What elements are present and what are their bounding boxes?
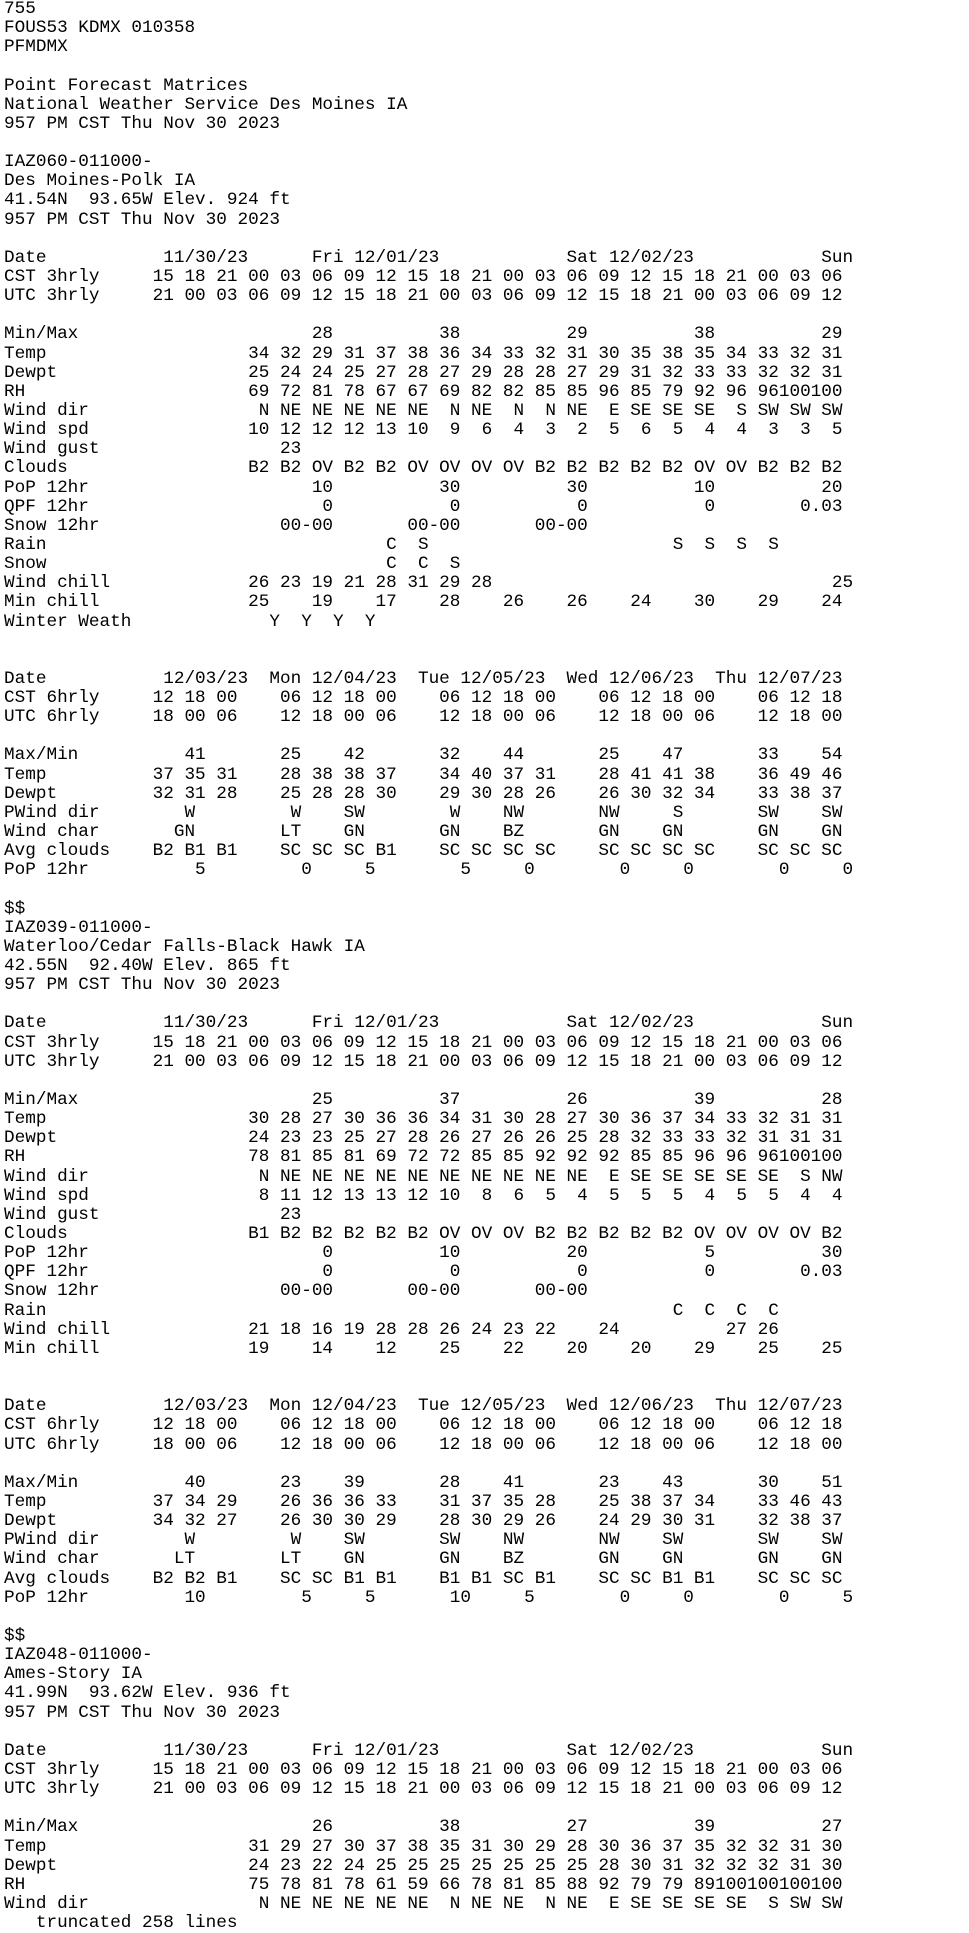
text-line: PoP 12hr 10 5 5 10 5 0 0 0 5 bbox=[4, 1587, 854, 1608]
text-line: Wind dir N NE NE NE NE NE NE NE NE NE NE E SE SE SE SE SE S NW bbox=[4, 1166, 843, 1187]
text-line: Max/Min 41 25 42 32 44 25 47 33 54 bbox=[4, 745, 843, 766]
text-line: 42.55N 92.40W Elev. 865 ft bbox=[4, 956, 291, 977]
text-line bbox=[4, 1799, 969, 1818]
text-line: Avg clouds B2 B1 B1 SC SC SC B1 SC SC SC SC SC SC SC SC SC SC SC bbox=[4, 841, 843, 862]
text-line: 41.99N 93.62W Elev. 936 ft bbox=[4, 1683, 291, 1704]
text-line: Wind char GN LT GN GN BZ GN GN GN GN bbox=[4, 822, 843, 843]
text-line: Clouds B2 B2 OV B2 B2 OV OV OV OV B2 B2 B2 B2 B2 OV OV B2 B2 B2 bbox=[4, 458, 843, 479]
text-line: Temp 30 28 27 30 36 36 34 31 30 28 27 30 36 37 34 33 32 31 31 bbox=[4, 1109, 843, 1130]
text-line bbox=[4, 1359, 969, 1378]
text-line: Temp 31 29 27 30 37 38 35 31 30 29 28 30 36 37 35 32 32 31 30 bbox=[4, 1836, 843, 1857]
text-line: Wind char LT LT GN GN BZ GN GN GN GN bbox=[4, 1549, 843, 1570]
text-line: RH 78 81 85 81 69 72 72 85 85 92 92 92 85 85 96 96 96100100 bbox=[4, 1147, 843, 1168]
text-line: PWind dir W W SW W NW NW S SW SW bbox=[4, 802, 843, 823]
text-line: Min/Max 25 37 26 39 28 bbox=[4, 1090, 843, 1111]
text-line: $$ bbox=[4, 898, 26, 919]
text-line: Winter Weath Y Y Y Y bbox=[4, 611, 376, 632]
text-line: Dewpt 24 23 22 24 25 25 25 25 25 25 25 28 30 31 32 32 32 31 30 bbox=[4, 1855, 843, 1876]
text-line: Wind spd 8 11 12 13 13 12 10 8 6 5 4 5 5 5 4 5 5 4 4 bbox=[4, 1185, 843, 1206]
text-line: Snow 12hr 00-00 00-00 00-00 bbox=[4, 515, 588, 536]
text-line bbox=[4, 230, 969, 249]
text-line: 755 bbox=[4, 0, 36, 19]
text-line: CST 6hrly 12 18 00 06 12 18 00 06 12 18 00 06 12 18 00 06 12 18 bbox=[4, 688, 843, 709]
text-line: Date 11/30/23 Fri 12/01/23 Sat 12/02/23 Sun bbox=[4, 1740, 854, 1761]
text-line: Min chill 19 14 12 25 22 20 20 29 25 25 bbox=[4, 1338, 843, 1359]
text-line bbox=[4, 1608, 969, 1627]
text-line: Dewpt 25 24 24 25 27 28 27 29 28 28 27 29 31 32 33 33 32 32 31 bbox=[4, 362, 843, 383]
text-line: UTC 3hrly 21 00 03 06 09 12 15 18 21 00 03 06 09 12 15 18 21 00 03 06 09 12 bbox=[4, 286, 843, 307]
text-line: Dewpt 24 23 23 25 27 28 26 27 26 26 25 28 32 33 33 32 31 31 31 bbox=[4, 1128, 843, 1149]
text-line bbox=[4, 727, 969, 746]
text-line: Max/Min 40 23 39 28 41 23 43 30 51 bbox=[4, 1472, 843, 1493]
text-line: truncated 258 lines bbox=[4, 1913, 238, 1933]
text-line: FOUS53 KDMX 010358 bbox=[4, 18, 196, 39]
text-line: CST 3hrly 15 18 21 00 03 06 09 12 15 18 21 00 03 06 09 12 15 18 21 00 03 06 bbox=[4, 266, 843, 287]
text-line: Waterloo/Cedar Falls-Black Hawk IA bbox=[4, 936, 365, 957]
text-line: PFMDMX bbox=[4, 37, 68, 58]
text-line: UTC 6hrly 18 00 06 12 18 00 06 12 18 00 06 12 18 00 06 12 18 00 bbox=[4, 1434, 843, 1455]
text-line: Dewpt 34 32 27 26 30 30 29 28 30 29 26 24 29 30 31 32 38 37 bbox=[4, 1511, 843, 1532]
text-line: 957 PM CST Thu Nov 30 2023 bbox=[4, 209, 280, 230]
text-line: Temp 37 34 29 26 36 36 33 31 37 35 28 25 38 37 34 33 46 43 bbox=[4, 1491, 843, 1512]
text-line: Clouds B1 B2 B2 B2 B2 B2 OV OV OV B2 B2 B2 B2 B2 OV OV OV OV B2 bbox=[4, 1224, 843, 1244]
text-line bbox=[4, 1378, 969, 1397]
text-line bbox=[4, 880, 969, 899]
text-line: PWind dir W W SW SW NW NW SW SW SW bbox=[4, 1530, 843, 1551]
text-line: Snow 12hr 00-00 00-00 00-00 bbox=[4, 1281, 588, 1302]
text-line: Temp 37 35 31 28 38 38 37 34 40 37 31 28 41 41 38 36 49 46 bbox=[4, 764, 843, 785]
text-line: Min/Max 28 38 29 38 29 bbox=[4, 324, 843, 345]
text-line: Date 12/03/23 Mon 12/04/23 Tue 12/05/23 Wed 12/06/23 Thu 12/07/23 bbox=[4, 668, 843, 689]
text-line: 957 PM CST Thu Nov 30 2023 bbox=[4, 1702, 280, 1723]
text-line bbox=[4, 995, 969, 1014]
text-line: Ames-Story IA bbox=[4, 1664, 142, 1685]
text-line bbox=[4, 1072, 969, 1091]
text-line: RH 75 78 81 78 61 59 66 78 81 85 88 92 79 79 89100100100100 bbox=[4, 1874, 843, 1895]
text-line: Wind dir N NE NE NE NE NE N NE N N NE E SE SE SE S SW SW SW bbox=[4, 400, 843, 421]
text-line: Snow C C S bbox=[4, 554, 461, 575]
text-line: PoP 12hr 10 30 30 10 20 bbox=[4, 477, 843, 498]
text-line: Date 11/30/23 Fri 12/01/23 Sat 12/02/23 Sun bbox=[4, 1013, 854, 1034]
text-line: Rain C S S S S S bbox=[4, 534, 779, 555]
text-line: $$ bbox=[4, 1625, 26, 1646]
text-line: UTC 3hrly 21 00 03 06 09 12 15 18 21 00 03 06 09 12 15 18 21 00 03 06 09 12 bbox=[4, 1051, 843, 1072]
text-line: UTC 6hrly 18 00 06 12 18 00 06 12 18 00 06 12 18 00 06 12 18 00 bbox=[4, 707, 843, 728]
text-line bbox=[4, 651, 969, 670]
text-line: QPF 12hr 0 0 0 0 0.03 bbox=[4, 1262, 843, 1283]
text-line: Dewpt 32 31 28 25 28 28 30 29 30 28 26 26 30 32 34 33 38 37 bbox=[4, 783, 843, 804]
text-line: 41.54N 93.65W Elev. 924 ft bbox=[4, 190, 291, 211]
text-line bbox=[4, 306, 969, 325]
text-line: IAZ060-011000- bbox=[4, 152, 153, 173]
text-line bbox=[4, 1455, 969, 1474]
text-line: Wind chill 26 23 19 21 28 31 29 28 25 bbox=[4, 573, 854, 594]
text-line bbox=[4, 632, 969, 651]
text-line: Wind chill 21 18 16 19 28 28 26 24 23 22 24 27 26 bbox=[4, 1319, 779, 1340]
text-line: Point Forecast Matrices bbox=[4, 75, 249, 96]
text-line: CST 3hrly 15 18 21 00 03 06 09 12 15 18 21 00 03 06 09 12 15 18 21 00 03 06 bbox=[4, 1032, 843, 1053]
text-line: IAZ039-011000- bbox=[4, 917, 153, 938]
text-line: National Weather Service Des Moines IA bbox=[4, 94, 408, 115]
text-line: Avg clouds B2 B2 B1 SC SC B1 B1 B1 B1 SC B1 SC SC B1 B1 SC SC SC bbox=[4, 1568, 843, 1589]
text-line: PoP 12hr 5 0 5 5 0 0 0 0 0 bbox=[4, 860, 854, 881]
text-line: Min chill 25 19 17 28 26 26 24 30 29 24 bbox=[4, 592, 843, 613]
text-line: Wind gust 23 bbox=[4, 1204, 302, 1225]
text-line: Temp 34 32 29 31 37 38 36 34 33 32 31 30 35 38 35 34 33 32 31 bbox=[4, 343, 843, 364]
text-line: 957 PM CST Thu Nov 30 2023 bbox=[4, 975, 280, 996]
text-line: Date 11/30/23 Fri 12/01/23 Sat 12/02/23 Sun bbox=[4, 247, 854, 268]
text-line: Min/Max 26 38 27 39 27 bbox=[4, 1817, 843, 1838]
text-line: Des Moines-Polk IA bbox=[4, 171, 196, 192]
text-line bbox=[4, 134, 969, 153]
text-line: CST 6hrly 12 18 00 06 12 18 00 06 12 18 00 06 12 18 00 06 12 18 bbox=[4, 1415, 843, 1436]
text-line: PoP 12hr 0 10 20 5 30 bbox=[4, 1243, 843, 1264]
text-line: UTC 3hrly 21 00 03 06 09 12 15 18 21 00 03 06 09 12 15 18 21 00 03 06 09 12 bbox=[4, 1779, 843, 1800]
text-line: IAZ048-011000- bbox=[4, 1645, 153, 1666]
text-line: RH 69 72 81 78 67 67 69 82 82 85 85 96 85 79 92 96 96100100 bbox=[4, 381, 843, 402]
text-line: Wind gust 23 bbox=[4, 439, 302, 460]
text-line: Wind dir N NE NE NE NE NE N NE NE N NE E SE SE SE SE S SW SW bbox=[4, 1893, 843, 1914]
text-line: Wind spd 10 12 12 12 13 10 9 6 4 3 2 5 6 5 4 4 3 3 5 bbox=[4, 420, 843, 441]
text-line: CST 3hrly 15 18 21 00 03 06 09 12 15 18 21 00 03 06 09 12 15 18 21 00 03 06 bbox=[4, 1759, 843, 1780]
text-line: 957 PM CST Thu Nov 30 2023 bbox=[4, 113, 280, 134]
text-line: Date 12/03/23 Mon 12/04/23 Tue 12/05/23 Wed 12/06/23 Thu 12/07/23 bbox=[4, 1396, 843, 1417]
text-line: QPF 12hr 0 0 0 0 0.03 bbox=[4, 496, 843, 517]
text-line bbox=[4, 57, 969, 76]
text-line bbox=[4, 1723, 969, 1742]
text-line: Rain C C C C bbox=[4, 1300, 779, 1321]
